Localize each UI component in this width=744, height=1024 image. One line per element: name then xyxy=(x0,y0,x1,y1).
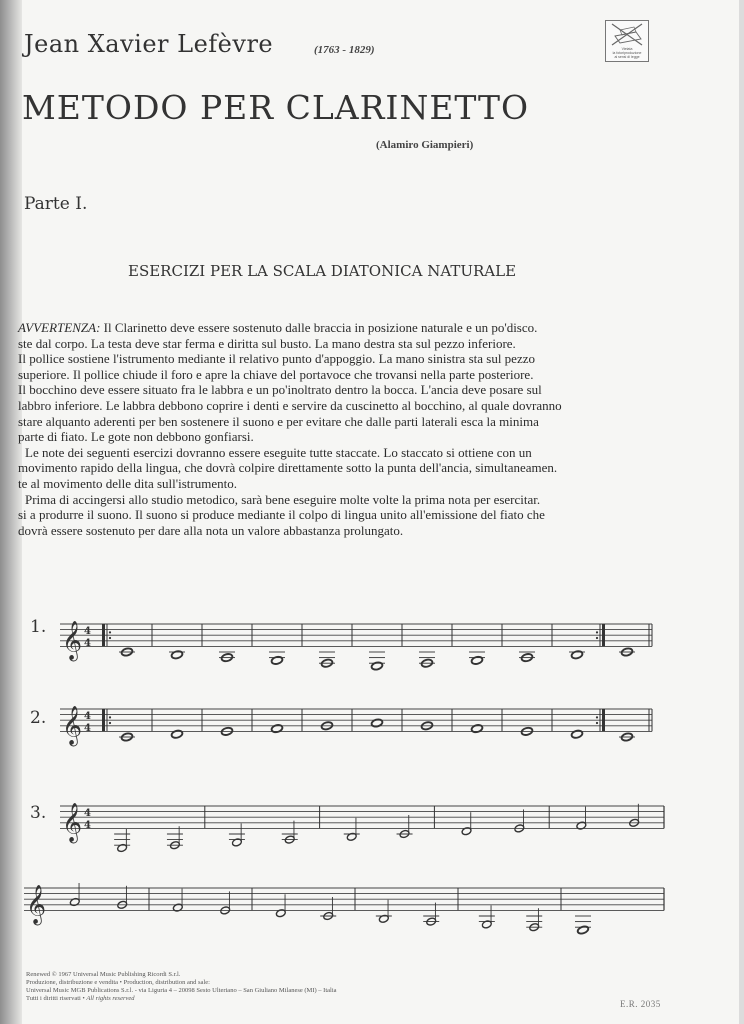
footer-line: Renewed © 1967 Universal Music Publishing Ricordi S.r.l. xyxy=(26,971,181,978)
repeat-dot xyxy=(596,631,598,633)
reviser-name: (Alamiro Giampieri) xyxy=(376,139,474,151)
repeat-end-thick-bar xyxy=(602,709,605,731)
paragraph-study xyxy=(18,492,718,539)
repeat-dot xyxy=(109,722,111,724)
avvertenza-label: AVVERTENZA: xyxy=(18,320,101,335)
text-line: ste dal corpo. La testa deve star ferma e diritta sul busto. La mano destra sta sul pezzo inferiore. xyxy=(18,335,516,351)
repeat-dot xyxy=(109,631,111,633)
time-signature-numerator: 4 xyxy=(84,808,91,820)
text-line: stare alquanto aderenti per ben sostenere il suono e per evitare che dalle parti laterali esca la minima xyxy=(18,413,539,429)
repeat-dot xyxy=(109,637,111,639)
text-line: Il bocchino deve essere situato fra le labbra e un po'inoltrato dentro la bocca. L'ancia deve posare sul xyxy=(18,382,542,398)
no-photocopy-stamp xyxy=(605,20,649,62)
text-line: parte di fiato. Le gote non debbono gonfiarsi. xyxy=(18,429,254,445)
page-title: METODO PER CLARINETTO xyxy=(22,88,530,127)
repeat-dot xyxy=(596,716,598,718)
footer-line: Produzione, distribuzione e vendita • Production, distribution and sale: xyxy=(26,979,210,986)
whole-note xyxy=(471,656,483,665)
text-line: superiore. Il pollice chiude il foro e apre la chiave del portavoce che trovansi nella parte posteriore. xyxy=(18,366,534,382)
whole-note xyxy=(271,656,283,665)
treble-clef-icon: 𝄞 xyxy=(62,802,83,843)
repeat-dot xyxy=(596,722,598,724)
stamp-line: Vietata xyxy=(621,47,633,51)
whole-note xyxy=(271,724,283,733)
repeat-end-thick-bar xyxy=(602,624,605,646)
music-staff-exercise-3-continued xyxy=(0,872,744,962)
exercise-number: 2. xyxy=(30,708,47,728)
repeat-dot xyxy=(109,716,111,718)
music-staff-exercise-2 xyxy=(0,692,744,772)
text-line: Le note dei seguenti esercizi dovranno essere eseguite tutte staccate. Lo staccato si ottiene con un xyxy=(25,444,532,460)
whole-note xyxy=(571,650,583,659)
instructions-text xyxy=(18,320,718,538)
repeat-start-thick-bar xyxy=(102,624,105,646)
time-signature-denominator: 4 xyxy=(84,819,91,831)
section-title: ESERCIZI PER LA SCALA DIATONICA NATURALE xyxy=(128,262,517,280)
text-line: Il Clarinetto deve essere sostenuto dalle braccia in posizione naturale e un po'disco. xyxy=(100,320,538,335)
stamp-line: ai sensi di legge xyxy=(614,55,640,59)
exercise-number: 1. xyxy=(30,617,47,637)
music-staff-exercise-3 xyxy=(0,784,744,874)
rights-english: All rights reserved xyxy=(86,995,135,1002)
treble-clef-icon: 𝄞 xyxy=(62,620,83,661)
repeat-dot xyxy=(596,637,598,639)
paragraph-avvertenza xyxy=(18,320,718,445)
whole-note xyxy=(371,661,383,670)
composer-name: Jean Xavier Lefèvre xyxy=(24,30,274,58)
treble-clef-icon: 𝄞 xyxy=(62,705,83,746)
text-line: Prima di accingersi allo studio metodico, sarà bene eseguire molte volte la prima nota per esercitar. xyxy=(25,491,541,507)
whole-note xyxy=(471,724,483,733)
time-signature-denominator: 4 xyxy=(84,637,91,649)
paragraph-staccato xyxy=(18,445,718,492)
text-line: labbro inferiore. Le labbra debbono coprire i denti e servire da cuscinetto al bocchino, al quale dovranno xyxy=(18,397,562,413)
treble-clef-icon: 𝄞 xyxy=(26,884,47,925)
exercise-number: 3. xyxy=(30,803,47,823)
music-staff-exercise-1 xyxy=(0,600,744,680)
stamp-text xyxy=(606,47,648,59)
stamp-line: la fotoriproduzione xyxy=(612,51,642,55)
copyright-footer xyxy=(26,971,337,1003)
rights-italian: Tutti i diritti riservati • xyxy=(26,995,87,1002)
plate-number: E.R. 2035 xyxy=(620,999,661,1009)
no-photocopy-icon xyxy=(606,21,648,47)
footer-line: Universal Music MGB Publications S.r.l. - via Liguria 4 – 20098 Sesto Ulteriano – San Giuliano Milanese (MI) – Italia xyxy=(26,987,337,994)
footer-rights xyxy=(26,995,337,1003)
time-signature-numerator: 4 xyxy=(84,711,91,723)
composer-dates: (1763 - 1829) xyxy=(314,44,375,56)
text-line: te al movimento delle dita sull'istrumento. xyxy=(18,475,237,491)
whole-note xyxy=(171,729,183,738)
part-heading: Parte I. xyxy=(24,194,88,214)
whole-note xyxy=(571,729,583,738)
whole-note xyxy=(371,718,383,727)
text-line: dovrà essere sostenuto per dare alla nota un valore abbastanza prolungato. xyxy=(18,522,404,538)
text-line: si a produrre il suono. Il suono si produce mediante il colpo di lingua unito all'emissione del fiato che xyxy=(18,507,545,523)
whole-note xyxy=(577,925,590,935)
whole-note xyxy=(171,650,183,659)
time-signature-numerator: 4 xyxy=(84,626,91,638)
text-line: Il pollice sostiene l'istrumento mediante il relativo punto d'appoggio. La mano sinistra sta sul pezzo xyxy=(18,351,535,367)
repeat-start-thick-bar xyxy=(102,709,105,731)
time-signature-denominator: 4 xyxy=(84,722,91,734)
text-line: movimento rapido della lingua, che dovrà colpire direttamente sotto la punta dell'ancia, simultaneamen. xyxy=(18,460,558,476)
